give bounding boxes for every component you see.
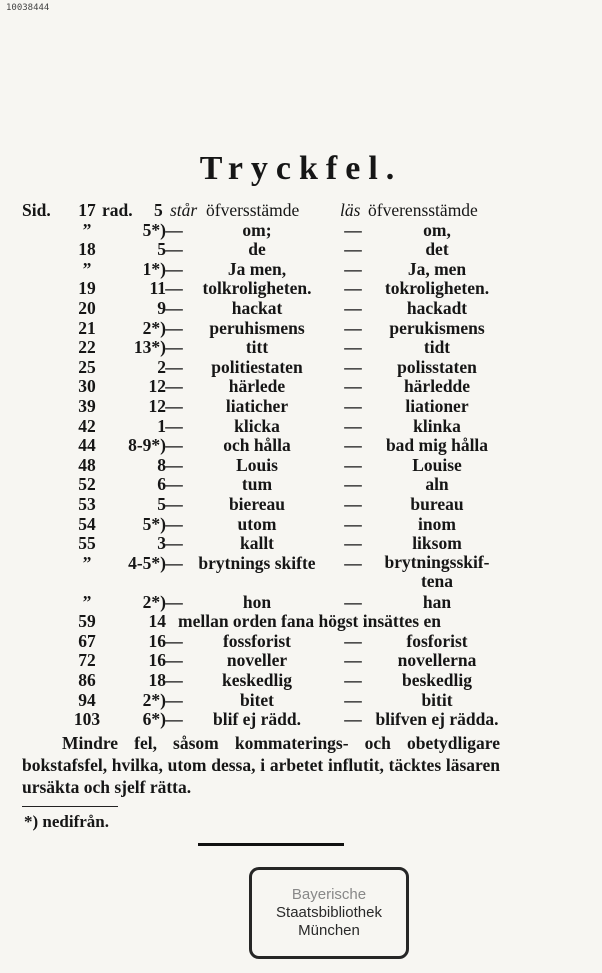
row-right: tokroligheten. — [384, 278, 490, 299]
row-page: ” — [82, 552, 92, 573]
row-dash: — — [344, 630, 362, 651]
row-dash: — — [344, 258, 362, 279]
row-dash: — — [344, 493, 362, 514]
row-dash: — — [165, 356, 183, 377]
star-label: står — [170, 200, 198, 220]
row-page: ” — [82, 258, 92, 279]
end-rule — [198, 843, 344, 846]
row-wrong: keskedlig — [221, 670, 293, 691]
row-wrong: liaticher — [225, 395, 289, 416]
row-dash: — — [344, 670, 362, 691]
errata-row — [22, 376, 582, 396]
row-line: 8-9*) — [128, 435, 166, 456]
row-line: 5 — [157, 493, 166, 514]
row-right: Louise — [412, 454, 462, 475]
errata-row — [22, 357, 582, 377]
row-right: aln — [425, 474, 449, 495]
row-dash: — — [344, 552, 362, 573]
row-wrong: titt — [245, 337, 269, 358]
row-dash: — — [344, 709, 362, 730]
rad-label: rad. — [102, 200, 133, 220]
row-dash: — — [344, 239, 362, 260]
row-page: 59 — [78, 611, 96, 632]
row-line: 2*) — [142, 591, 166, 612]
row-right: han — [422, 591, 452, 612]
row-line: 16 — [148, 630, 166, 651]
row-wrong: brytnings skifte — [198, 552, 316, 573]
row-page: 39 — [78, 395, 96, 416]
row-page: 67 — [78, 630, 96, 651]
row-dash: — — [344, 376, 362, 397]
row-dash: — — [344, 219, 362, 240]
row-dash: — — [165, 474, 183, 495]
row-wrong: tum — [241, 474, 273, 495]
row-page: 22 — [78, 337, 96, 358]
row-page: ” — [82, 219, 92, 240]
row-right: bitit — [421, 689, 453, 710]
row-dash: — — [344, 474, 362, 495]
row-page: 25 — [78, 356, 96, 377]
errata-row — [22, 670, 582, 690]
row-dash: — — [344, 533, 362, 554]
errata-row — [22, 416, 582, 436]
row-right: klinka — [413, 415, 461, 436]
row-wrong: Louis — [236, 454, 278, 475]
row-line: 4-5*) — [128, 552, 166, 573]
row-dash: — — [165, 376, 183, 397]
row-right: novellerna — [397, 650, 477, 671]
row-line: 2*) — [142, 689, 166, 710]
row-dash: — — [165, 533, 183, 554]
row-line: 18 — [148, 670, 166, 691]
errata-row — [22, 631, 582, 651]
row-dash: — — [165, 395, 183, 416]
row-line: 8 — [157, 454, 166, 475]
errata-row — [22, 278, 582, 298]
errata-row — [22, 474, 582, 494]
errata-row — [22, 318, 582, 338]
page-number: 17 — [78, 200, 96, 220]
errata-row — [22, 220, 582, 240]
row-line: 13*) — [133, 337, 166, 358]
row-dash: — — [165, 689, 183, 710]
wrong-text: öfversstämde — [206, 200, 300, 220]
row-wrong: tolkroligheten. — [202, 278, 312, 299]
errata-row — [22, 592, 582, 612]
row-right: tidt — [423, 337, 451, 358]
row-line: 2 — [157, 356, 166, 377]
row-wrong: peruhismens — [209, 317, 305, 338]
errata-note — [22, 732, 500, 798]
row-dash: — — [165, 513, 183, 534]
row-wrong: härlede — [228, 376, 286, 397]
las-label: läs — [340, 200, 361, 220]
row-page: 21 — [78, 317, 96, 338]
row-page: 30 — [78, 376, 96, 397]
errata-row — [22, 396, 582, 416]
row-page: 18 — [78, 239, 96, 260]
row-line: 11 — [149, 278, 166, 299]
row-right: beskedlig — [401, 670, 473, 691]
row-wrong: biereau — [228, 493, 286, 514]
errata-row — [22, 259, 582, 279]
row-page: 19 — [78, 278, 96, 299]
errata-row — [22, 298, 582, 318]
row-wrong: och hålla — [223, 435, 291, 456]
row-wrong: de — [248, 239, 266, 260]
row-line: 5*) — [142, 219, 166, 240]
row-wrong: Ja men, — [227, 258, 287, 279]
row-line: 2*) — [142, 317, 166, 338]
row-right: perukismens — [389, 317, 485, 338]
row-line: 1*) — [142, 258, 166, 279]
row-right: bad mig hålla — [385, 435, 489, 456]
row-right: om, — [423, 219, 451, 240]
row-line: 3 — [157, 533, 166, 554]
row-wrong: klicka — [234, 415, 280, 436]
row-wrong: politiestaten — [211, 356, 303, 377]
row-line: 6*) — [142, 709, 166, 730]
row-dash: — — [344, 591, 362, 612]
row-line: 6 — [157, 474, 166, 495]
note-text: Mindre fel, såsom kommaterings- och obetydligare bokstafsfel, hvilka, utom dessa, i arbetet influtit, täcktes läsaren ursäkta och sjelf rätta. — [22, 733, 500, 797]
row-dash: — — [344, 356, 362, 377]
row-right: Ja, men — [407, 258, 467, 279]
row-wrong: kallt — [239, 533, 275, 554]
row-page: 20 — [78, 297, 96, 318]
errata-row — [22, 553, 582, 592]
errata-row — [22, 514, 582, 534]
row-dash: — — [165, 219, 183, 240]
row-right: inom — [418, 513, 456, 534]
row-dash: — — [165, 258, 183, 279]
row-dash: — — [344, 415, 362, 436]
row-page: 72 — [78, 650, 96, 671]
row-dash: — — [344, 435, 362, 456]
errata-row — [22, 337, 582, 357]
row-right: härledde — [403, 376, 471, 397]
row-instruction: mellan orden fana högst insättes en — [178, 611, 441, 632]
row-dash: — — [344, 650, 362, 671]
row-wrong: fossforist — [222, 630, 292, 651]
row-page: 103 — [73, 709, 101, 730]
row-dash: — — [344, 689, 362, 710]
row-line: 9 — [157, 297, 166, 318]
row-wrong: om; — [242, 219, 272, 240]
row-dash: — — [165, 493, 183, 514]
errata-row — [22, 611, 582, 631]
row-dash: — — [344, 297, 362, 318]
row-dash: — — [165, 650, 183, 671]
row-dash: — — [165, 454, 183, 475]
errata-row — [22, 494, 582, 514]
row-dash: — — [344, 278, 362, 299]
footnote: *) nedifrån. — [24, 812, 109, 831]
row-page: 55 — [78, 533, 96, 554]
row-line: 1 — [157, 415, 166, 436]
row-dash: — — [165, 239, 183, 260]
errata-header-row — [22, 200, 582, 220]
row-page: 53 — [78, 493, 96, 514]
row-page: 44 — [78, 435, 96, 456]
errata-row — [22, 709, 582, 729]
line-number: 5 — [154, 200, 163, 220]
row-dash: — — [344, 317, 362, 338]
row-dash: — — [165, 591, 183, 612]
stamp-line-1: Bayerische — [291, 886, 367, 903]
sid-label: Sid. — [22, 200, 51, 220]
row-dash: — — [165, 337, 183, 358]
row-right: det — [425, 239, 449, 260]
row-wrong: blif ej rädd. — [213, 709, 301, 730]
row-line: 12 — [148, 376, 166, 397]
row-page: 48 — [78, 454, 96, 475]
row-wrong: bitet — [239, 689, 275, 710]
row-page: 94 — [78, 689, 96, 710]
row-page: 54 — [78, 513, 96, 534]
row-line: 12 — [148, 395, 166, 416]
errata-row — [22, 650, 582, 670]
row-dash: — — [165, 670, 183, 691]
row-page: 52 — [78, 474, 96, 495]
row-dash: — — [165, 278, 183, 299]
row-dash: — — [165, 709, 183, 730]
row-page: ” — [82, 591, 92, 612]
row-page: 86 — [78, 670, 96, 691]
row-dash: — — [165, 435, 183, 456]
row-wrong: hon — [242, 591, 272, 612]
row-right: polisstaten — [397, 356, 477, 377]
row-dash: — — [344, 337, 362, 358]
row-right: liksom — [412, 533, 462, 554]
row-dash: — — [344, 454, 362, 475]
stamp-line-2: Staatsbibliothek — [276, 904, 382, 921]
errata-row — [22, 690, 582, 710]
errata-list — [22, 200, 582, 729]
row-right: liationer — [405, 395, 469, 416]
row-line: 5*) — [142, 513, 166, 534]
library-stamp — [249, 867, 409, 959]
footnote-rule — [22, 806, 118, 807]
row-wrong: noveller — [226, 650, 288, 671]
right-text: öfverensstämde — [368, 200, 478, 220]
errata-row — [22, 239, 582, 259]
row-dash: — — [165, 630, 183, 651]
row-right: fosforist — [406, 630, 468, 651]
errata-row — [22, 435, 582, 455]
stamp-line-3: München — [298, 922, 360, 939]
row-dash: — — [165, 317, 183, 338]
row-right: bureau — [410, 493, 464, 514]
row-wrong: hackat — [231, 297, 283, 318]
page-title: Tryckfel. — [199, 150, 403, 187]
errata-row — [22, 533, 582, 553]
row-dash: — — [165, 552, 183, 573]
row-right: blifven ej rädda. — [375, 709, 499, 730]
errata-row — [22, 455, 582, 475]
row-dash: — — [344, 395, 362, 416]
row-dash: — — [165, 297, 183, 318]
row-right: brytningsskif- tena — [384, 551, 490, 592]
row-dash: — — [344, 513, 362, 534]
row-line: 5 — [157, 239, 166, 260]
row-line: 14 — [148, 611, 166, 632]
row-wrong: utom — [237, 513, 277, 534]
scan-id: 10038444 — [6, 3, 50, 13]
row-dash: — — [165, 415, 183, 436]
row-right: hackadt — [406, 297, 468, 318]
row-line: 16 — [148, 650, 166, 671]
row-page: 42 — [78, 415, 96, 436]
